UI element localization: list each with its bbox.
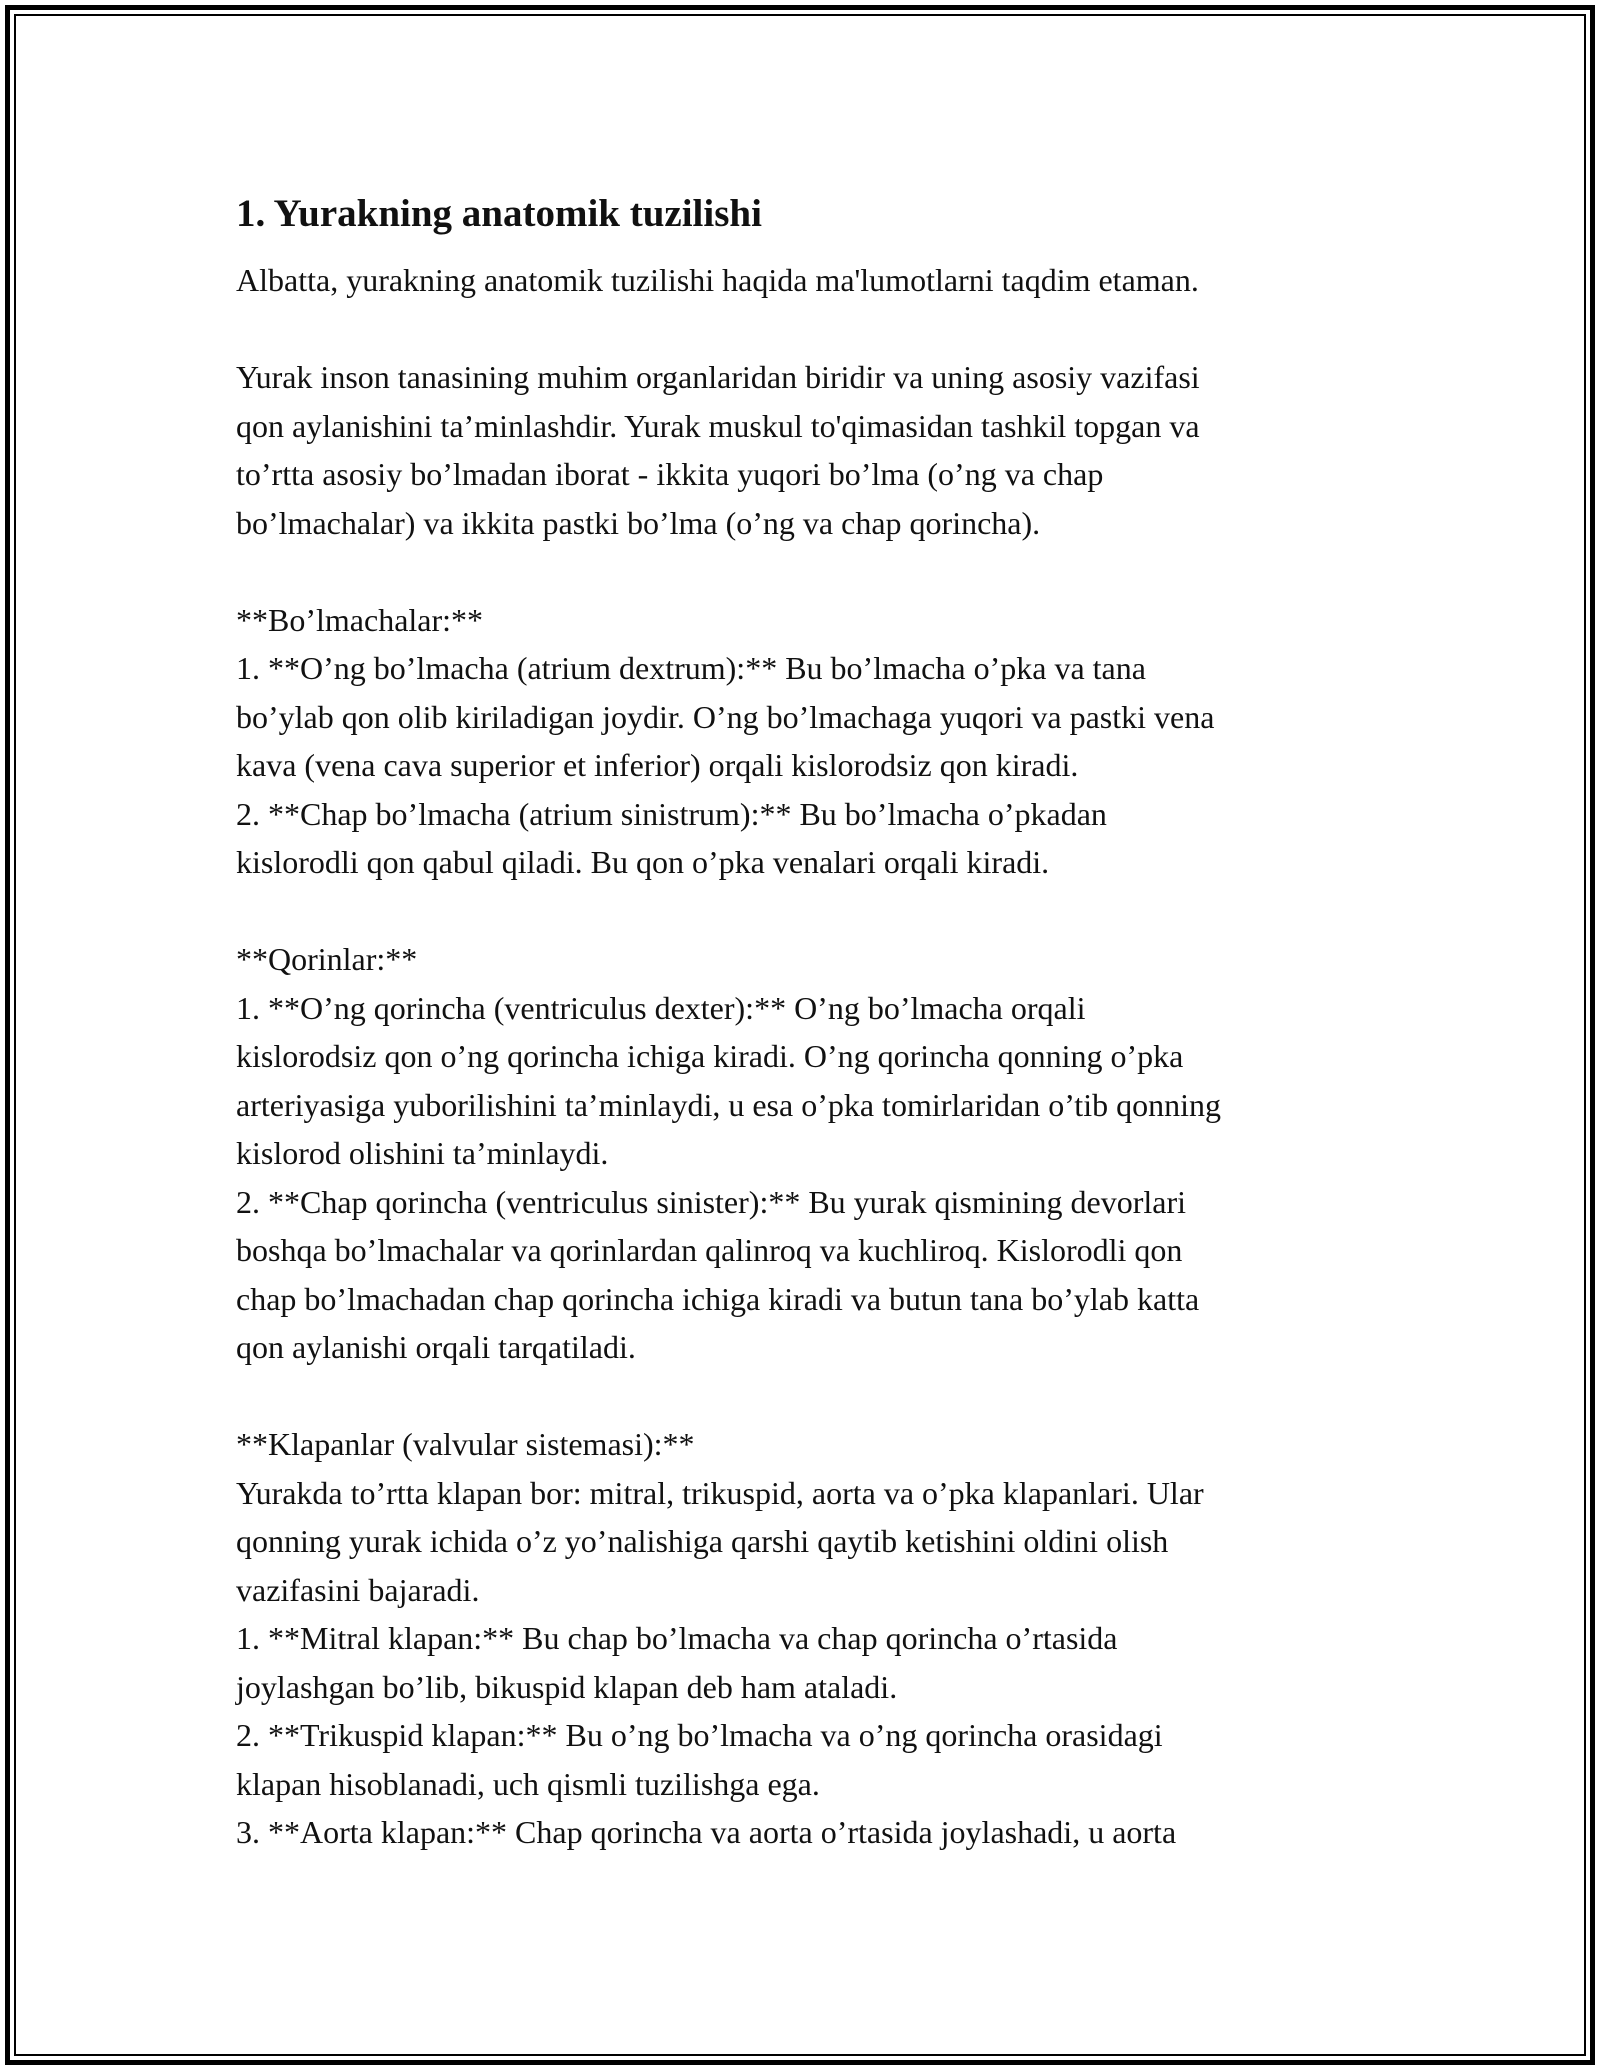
ventricles-line: 1. **O’ng qorincha (ventriculus dexter):** O’ng bo’lmacha orqali <box>236 989 1086 1026</box>
atria-section <box>236 596 1376 887</box>
overview-line: to’rtta asosiy bo’lmadan iborat - ikkita yuqori bo’lma (o’ng va chap <box>236 456 1104 492</box>
ventricles-heading: **Qorinlar:** <box>236 941 418 977</box>
ventricles-section <box>236 935 1376 1372</box>
atria-heading: **Bo’lmachalar:** <box>236 601 484 638</box>
ventricles-line: chap bo’lmachadan chap qorincha ichiga kiradi va butun tana bo’ylab katta <box>236 1280 1200 1317</box>
ventricles-line: boshqa bo’lmachalar va qorinlardan qalinroq va kuchliroq. Kislorodli qon <box>236 1232 1183 1268</box>
valves-line: joylashgan bo’lib, bikuspid klapan deb ham ataladi. <box>236 1668 898 1705</box>
paragraph-gap <box>236 1372 1376 1421</box>
document-page <box>236 186 1376 1857</box>
ventricles-line: kislorod olishini ta’minlaydi. <box>236 1135 609 1171</box>
overview-line: Yurak inson tanasining muhim organlaridan biridir va uning asosiy vazifasi <box>236 359 1200 395</box>
paragraph-gap <box>236 547 1376 596</box>
ventricles-line: arteriyasiga yuborilishini ta’minlaydi, u esa o’pka tomirlaridan o’tib qonning <box>236 1086 1221 1123</box>
valves-line: qonning yurak ichida o’z yo’nalishiga qarshi qaytib ketishini oldini olish <box>236 1523 1169 1559</box>
paragraph-gap <box>236 305 1376 354</box>
valves-line: klapan hisoblanadi, uch qismli tuzilishga ega. <box>236 1765 820 1802</box>
atria-line: bo’ylab qon olib kiriladigan joydir. O’ng bo’lmachaga yuqori va pastki vena <box>236 698 1215 735</box>
intro-paragraph: Albatta, yurakning anatomik tuzilishi haqida ma'lumotlarni taqdim etaman. <box>236 262 1199 298</box>
ventricles-line: kislorodsiz qon o’ng qorincha ichiga kiradi. O’ng qorincha qonning o’pka <box>236 1038 1184 1074</box>
valves-line: 3. **Aorta klapan:** Chap qorincha va aorta o’rtasida joylashadi, u aorta <box>236 1814 1177 1850</box>
atria-line: 2. **Chap bo’lmacha (atrium sinistrum):** Bu bo’lmacha o’pkadan <box>236 795 1107 832</box>
paragraph-gap <box>236 887 1376 936</box>
atria-line: 1. **O’ng bo’lmacha (atrium dextrum):** Bu bo’lmacha o’pka va tana <box>236 650 1146 686</box>
ventricles-line: qon aylanishi orqali tarqatiladi. <box>236 1329 636 1365</box>
overview-line: bo’lmachalar) va ikkita pastki bo’lma (o’ng va chap qorincha). <box>236 504 1041 541</box>
overview-paragraph <box>236 353 1376 547</box>
valves-line: Yurakda to’rtta klapan bor: mitral, trikuspid, aorta va o’pka klapanlari. Ular <box>236 1474 1204 1511</box>
valves-section <box>236 1420 1376 1857</box>
valves-heading: **Klapanlar (valvular sistemasi):** <box>236 1426 695 1462</box>
overview-line: qon aylanishini ta’minlashdir. Yurak muskul to'qimasidan tashkil topgan va <box>236 407 1200 444</box>
document-title: 1. Yurakning anatomik tuzilishi <box>236 192 762 235</box>
valves-line: vazifasini bajaradi. <box>236 1571 480 1608</box>
valves-line: 2. **Trikuspid klapan:** Bu o’ng bo’lmacha va o’ng qorincha orasidagi <box>236 1717 1163 1753</box>
valves-line: 1. **Mitral klapan:** Bu chap bo’lmacha va chap qorincha o’rtasida <box>236 1620 1118 1656</box>
atria-line: kislorodli qon qabul qiladi. Bu qon o’pka venalari orqali kiradi. <box>236 844 1050 880</box>
ventricles-line: 2. **Chap qorincha (ventriculus sinister):** Bu yurak qismining devorlari <box>236 1183 1187 1220</box>
atria-line: kava (vena cava superior et inferior) orqali kislorodsiz qon kiradi. <box>236 747 1079 783</box>
